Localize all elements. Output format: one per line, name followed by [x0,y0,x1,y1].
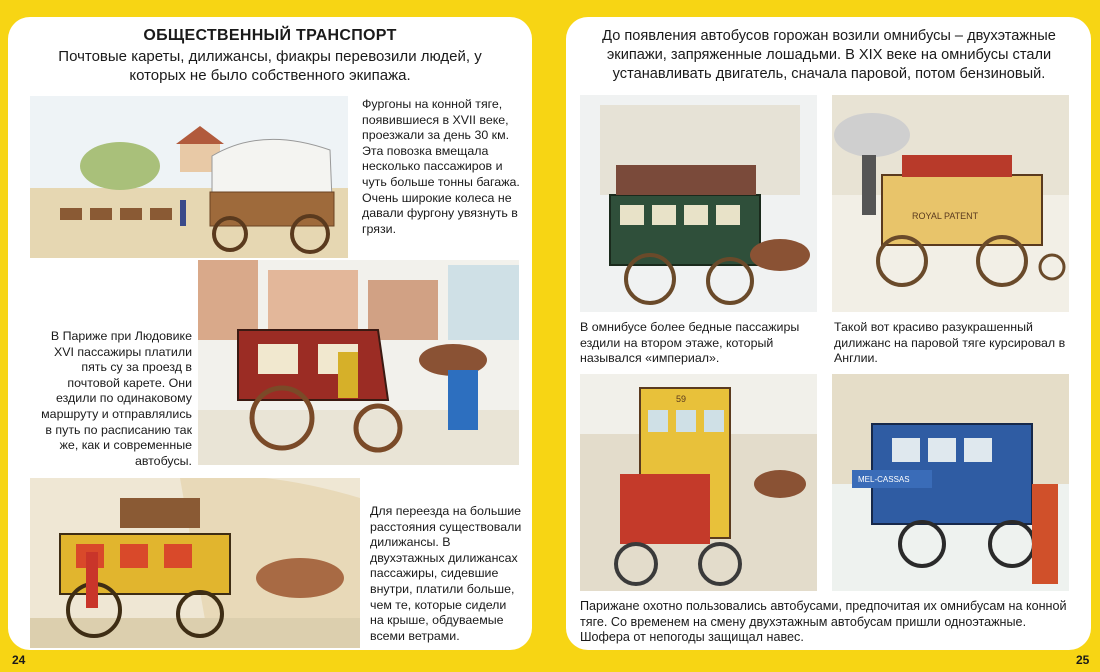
omnibus-illustration [580,95,817,312]
caption-buses: Парижане охотно пользовались автобусами, предпочитая их омнибусам на конной тяге. Со временем на смену двухэтажным автобусам пришли одноэтажные. Шофера от непогоды защищал навес. [580,599,1067,645]
page-subtitle: Почтовые кареты, дилижансы, фиакры перевозили людей, у которых не было собственного экипажа. [58,48,482,84]
early-bus-illustration [580,374,817,591]
right-page [566,17,1091,650]
royal-patent-sign: ROYAL PATENT [912,211,979,221]
bus-sign: MEL-CASSAS [858,475,910,484]
text-wagon: Фургоны на конной тяге, появившиеся в XVII веке, проезжали за день 30 км. Эта повозка вмещала несколько пассажиров и чуть больше тонны багажа. Очень широкие колеса не давали фургону увязнуть в грязи. [362,97,520,236]
diligence-illustration [30,478,360,648]
text-diligence: Для переезда на большие расстояния существовали дилижансы. В двухэтажных дилижансах пассажиры, сидевшие внутри, платили больше, чем те, которые сидели на крыше, обдуваемые всеми ветрами. [370,504,522,643]
page-title: ОБЩЕСТВЕННЫЙ ТРАНСПОРТ [143,27,397,44]
steam-diligence-illustration [832,95,1069,312]
single-deck-bus-illustration [832,374,1069,591]
page-number-right: 25 [1076,653,1090,667]
caption-steam-diligence: Такой вот красиво разукрашенный дилижанс на паровой тяге курсировал в Англии. [834,320,1066,366]
post-carriage-illustration [198,260,519,465]
intro-text: До появления автобусов горожан возили омнибусы – двухэтажные экипажи, запряженные лошадьми. В XIX веке на омнибусы стали устанавливать двигатель, сначала паровой, потом бензиновый. [602,28,1056,82]
wagon-illustration [30,96,348,258]
left-page [8,17,532,650]
page-number-left: 24 [12,653,26,667]
text-post-carriage: В Париже при Людовике XVI пассажиры платили пять су за проезд в почтовой карете. Они ездили по одинаковому маршруту и отправлялись в путь по расписанию так же, как и современные автобусы. [41,329,192,468]
caption-omnibus: В омнибусе более бедные пассажиры ездили на втором этаже, который назывался «империал». [580,320,800,366]
route-number: 59 [676,394,687,404]
